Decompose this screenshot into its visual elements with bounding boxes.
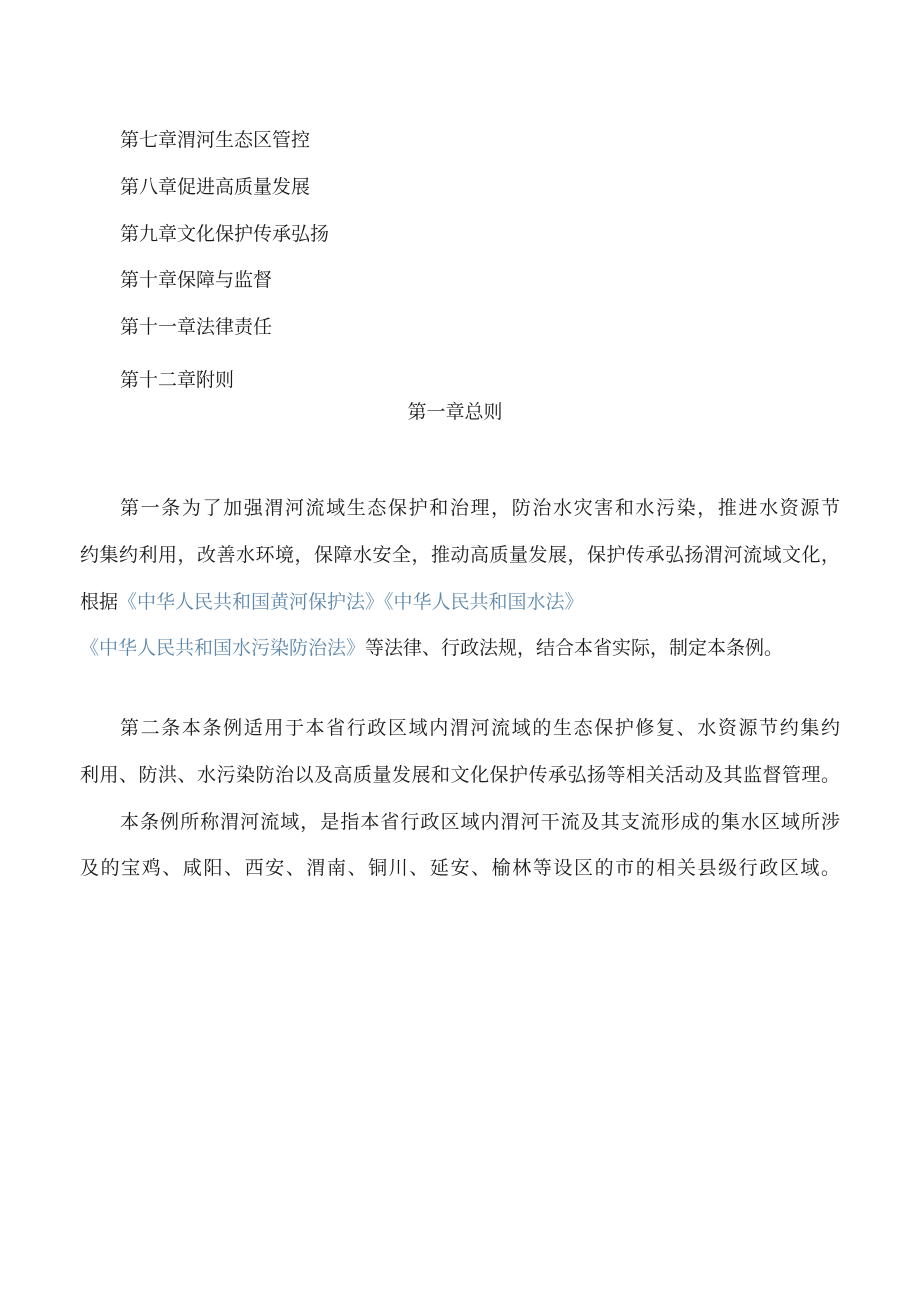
article-1-prefix: 根据 [80,591,119,613]
article-1-line-4 [80,636,840,660]
article-2-line-4: 及的宝鸡、咸阳、西安、渭南、铜川、延安、榆林等设区的市的相关县级行政区域。 [80,857,840,879]
toc-item-chapter-11[interactable]: 第十一章法律责任 [120,316,273,338]
toc-item-chapter-7[interactable]: 第七章渭河生态区管控 [120,129,311,151]
toc-item-chapter-9[interactable]: 第九章文化保护传承弘扬 [120,223,330,245]
article-2-line-2: 利用、防洪、水污染防治以及高质量发展和文化保护传承弘扬等相关活动及其监督管理。 [80,764,840,786]
toc-item-chapter-10[interactable]: 第十章保障与监督 [120,269,273,291]
chapter-heading: 第一章总则 [407,401,503,423]
article-1-line-2: 约集约利用，改善水环境，保障水安全，推动高质量发展，保护传承弘扬渭河流域文化， [80,544,840,566]
law-link-water-pollution[interactable]: 《中华人民共和国水污染防治法》 [80,637,366,659]
toc-item-chapter-8[interactable]: 第八章促进高质量发展 [120,176,311,198]
article-2-line-1: 第二条本条例适用于本省行政区域内渭河流域的生态保护修复、水资源节约集约 [120,717,840,739]
law-link-water[interactable]: 《中华人民共和国水法》 [384,591,584,613]
law-link-huanghe[interactable]: 《中华人民共和国黄河保护法》 [118,591,385,613]
article-1-suffix: 等法律、行政法规，结合本省实际，制定本条例。 [365,637,784,659]
article-1-line-1: 第一条为了加强渭河流域生态保护和治理，防治水灾害和水污染，推进水资源节 [120,497,840,519]
article-2-line-3: 本条例所称渭河流域，是指本省行政区域内渭河干流及其支流形成的集水区域所涉 [120,811,840,833]
toc-item-chapter-12[interactable]: 第十二章附则 [120,369,235,391]
article-1-line-3 [80,590,840,614]
